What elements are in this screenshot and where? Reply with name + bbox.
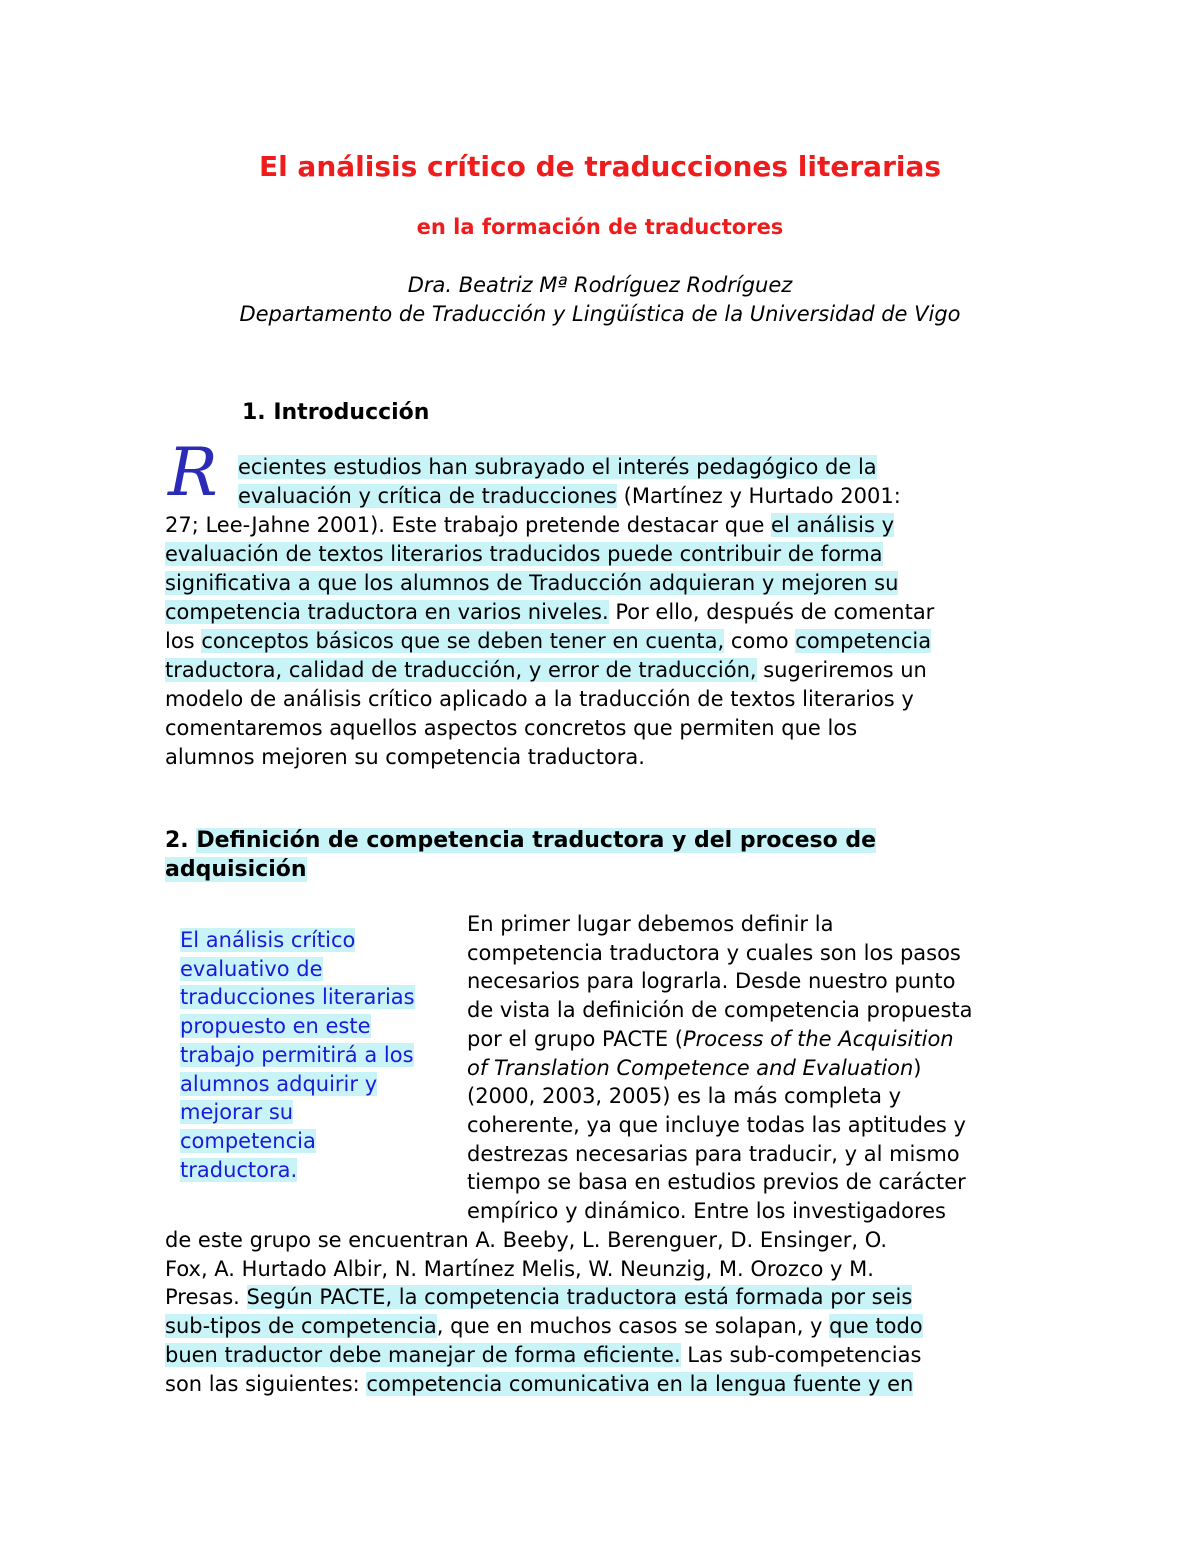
text-line (165, 482, 1045, 511)
highlighted-text: propuesto en este (180, 1014, 371, 1039)
text-segment: modelo de análisis crítico aplicado a la traducción de textos literarios y (165, 687, 914, 711)
text-line (165, 685, 1045, 714)
heading-line (165, 855, 1065, 884)
italic-text: Process of the Acquisition (683, 1026, 954, 1051)
text-line: tiempo se basa en estudios previos de carácter (467, 1170, 966, 1195)
text-line (165, 1370, 1045, 1399)
highlighted-text: evaluación y crítica de traducciones (238, 484, 617, 508)
text-segment: (Martínez y Hurtado 2001: (616, 484, 901, 508)
highlighted-text: significativa a que los alumnos de Traducción adquieran y mejoren su (165, 571, 899, 595)
sidebar-line (180, 1098, 470, 1127)
highlighted-text: evaluación de textos literarios traducidos puede contribuir de forma (165, 542, 883, 566)
text-segment: como (724, 629, 796, 653)
document-title: El análisis crítico de traducciones literarias (258, 150, 942, 183)
drop-cap-letter: R (168, 434, 218, 511)
sidebar-line (180, 1156, 470, 1185)
text-segment: Las sub-competencias (680, 1342, 922, 1367)
text-line: empírico y dinámico. Entre los investigadores (467, 1199, 946, 1224)
section-heading-introduction: 1. Introducción (242, 400, 430, 425)
text-line (165, 714, 1045, 743)
highlighted-text: adquisición (165, 857, 307, 882)
text-line: de vista la definición de competencia propuesta (467, 998, 973, 1023)
author-name: Dra. Beatriz Mª Rodríguez Rodríguez (407, 273, 793, 297)
highlighted-text: mejorar su (180, 1100, 294, 1125)
italic-text: of Translation Competence and Evaluation (467, 1055, 914, 1080)
highlighted-text: Según PACTE, la competencia traductora está formada por seis (246, 1285, 913, 1310)
text-line: En primer lugar debemos definir la (467, 912, 834, 936)
highlighted-text: traductora, calidad de traducción, y error de traducción, (165, 658, 757, 682)
text-line: competencia traductora y cuales son los pasos (467, 940, 961, 965)
highlighted-text: evaluativo de (180, 956, 323, 981)
text-line (165, 743, 1045, 772)
sidebar-line (180, 983, 470, 1012)
sidebar-line (180, 1070, 470, 1099)
highlighted-text: traducciones literarias (180, 985, 415, 1010)
heading-number: 2. (165, 828, 197, 853)
text-segment: Presas. (165, 1285, 247, 1310)
text-line (467, 1054, 1047, 1083)
text-segment: por el grupo PACTE ( (467, 1026, 683, 1051)
text-segment: son las siguientes: (165, 1371, 367, 1396)
sidebar-line (180, 1127, 470, 1156)
text-line (467, 1025, 1047, 1054)
text-line: necesarios para lograrla. Desde nuestro punto (467, 969, 956, 994)
highlighted-text: competencia (180, 1128, 316, 1153)
highlighted-text: competencia (795, 629, 932, 653)
text-line (165, 1341, 1045, 1370)
highlighted-text: sub-tipos de competencia (165, 1314, 437, 1339)
text-line (165, 1312, 1045, 1341)
pull-quote-sidebar (180, 926, 470, 1184)
text-line (165, 656, 1045, 685)
highlighted-text: que todo (829, 1314, 923, 1339)
text-segment: ) (913, 1055, 922, 1080)
highlighted-text: el análisis y (771, 513, 895, 537)
document-subtitle: en la formación de traductores (416, 215, 784, 239)
highlighted-text: trabajo permitirá a los (180, 1042, 414, 1067)
highlighted-text: El análisis crítico (180, 928, 356, 952)
text-line (165, 569, 1045, 598)
definition-paragraph-column (467, 910, 1047, 1226)
text-line (165, 598, 1045, 627)
text-line: de este grupo se encuentran A. Beeby, L. Berenguer, D. Ensinger, O. (165, 1228, 888, 1252)
section-heading-definition (165, 826, 1065, 884)
text-line: (2000, 2003, 2005) es la más completa y (467, 1084, 902, 1109)
text-segment: Por ello, después de comentar (608, 600, 935, 624)
text-segment: alumnos mejoren su competencia traductora. (165, 745, 645, 769)
highlighted-text: competencia traductora en varios niveles. (165, 600, 609, 624)
highlighted-text: competencia comunicativa en la lengua fuente y en (366, 1371, 914, 1396)
text-line: Fox, A. Hurtado Albir, N. Martínez Melis, W. Neunzig, M. Orozco y M. (165, 1256, 874, 1281)
text-line (165, 453, 1045, 482)
text-line (165, 540, 1045, 569)
sidebar-line (180, 955, 470, 984)
highlighted-text: conceptos básicos que se deben tener en cuenta, (201, 629, 725, 653)
text-line: destrezas necesarias para traducir, y al mismo (467, 1141, 960, 1166)
text-line (165, 627, 1045, 656)
text-line (165, 511, 1045, 540)
intro-paragraph (165, 453, 1045, 772)
highlighted-text: Definición de competencia traductora y del proceso de (196, 828, 877, 853)
text-segment: , que en muchos casos se solapan, y (436, 1314, 830, 1339)
text-line (165, 1283, 1045, 1312)
heading-line (165, 826, 1065, 855)
author-department: Departamento de Traducción y Lingüística de la Universidad de Vigo (239, 302, 961, 326)
text-segment: 27; Lee-Jahne 2001). Este trabajo pretende destacar que (165, 513, 772, 537)
text-segment: sugeriremos un (756, 658, 927, 682)
definition-paragraph-continued (165, 1226, 1045, 1398)
highlighted-text: buen traductor debe manejar de forma eficiente. (165, 1342, 681, 1367)
highlighted-text: alumnos adquirir y (180, 1071, 378, 1096)
sidebar-line (180, 1041, 470, 1070)
highlighted-text: traductora. (180, 1157, 298, 1182)
text-line: coherente, ya que incluye todas las aptitudes y (467, 1112, 966, 1137)
sidebar-line (180, 926, 470, 955)
sidebar-line (180, 1012, 470, 1041)
highlighted-text: ecientes estudios han subrayado el interés pedagógico de la (238, 455, 877, 479)
text-segment: los (165, 629, 202, 653)
text-segment: comentaremos aquellos aspectos concretos que permiten que los (165, 716, 858, 740)
